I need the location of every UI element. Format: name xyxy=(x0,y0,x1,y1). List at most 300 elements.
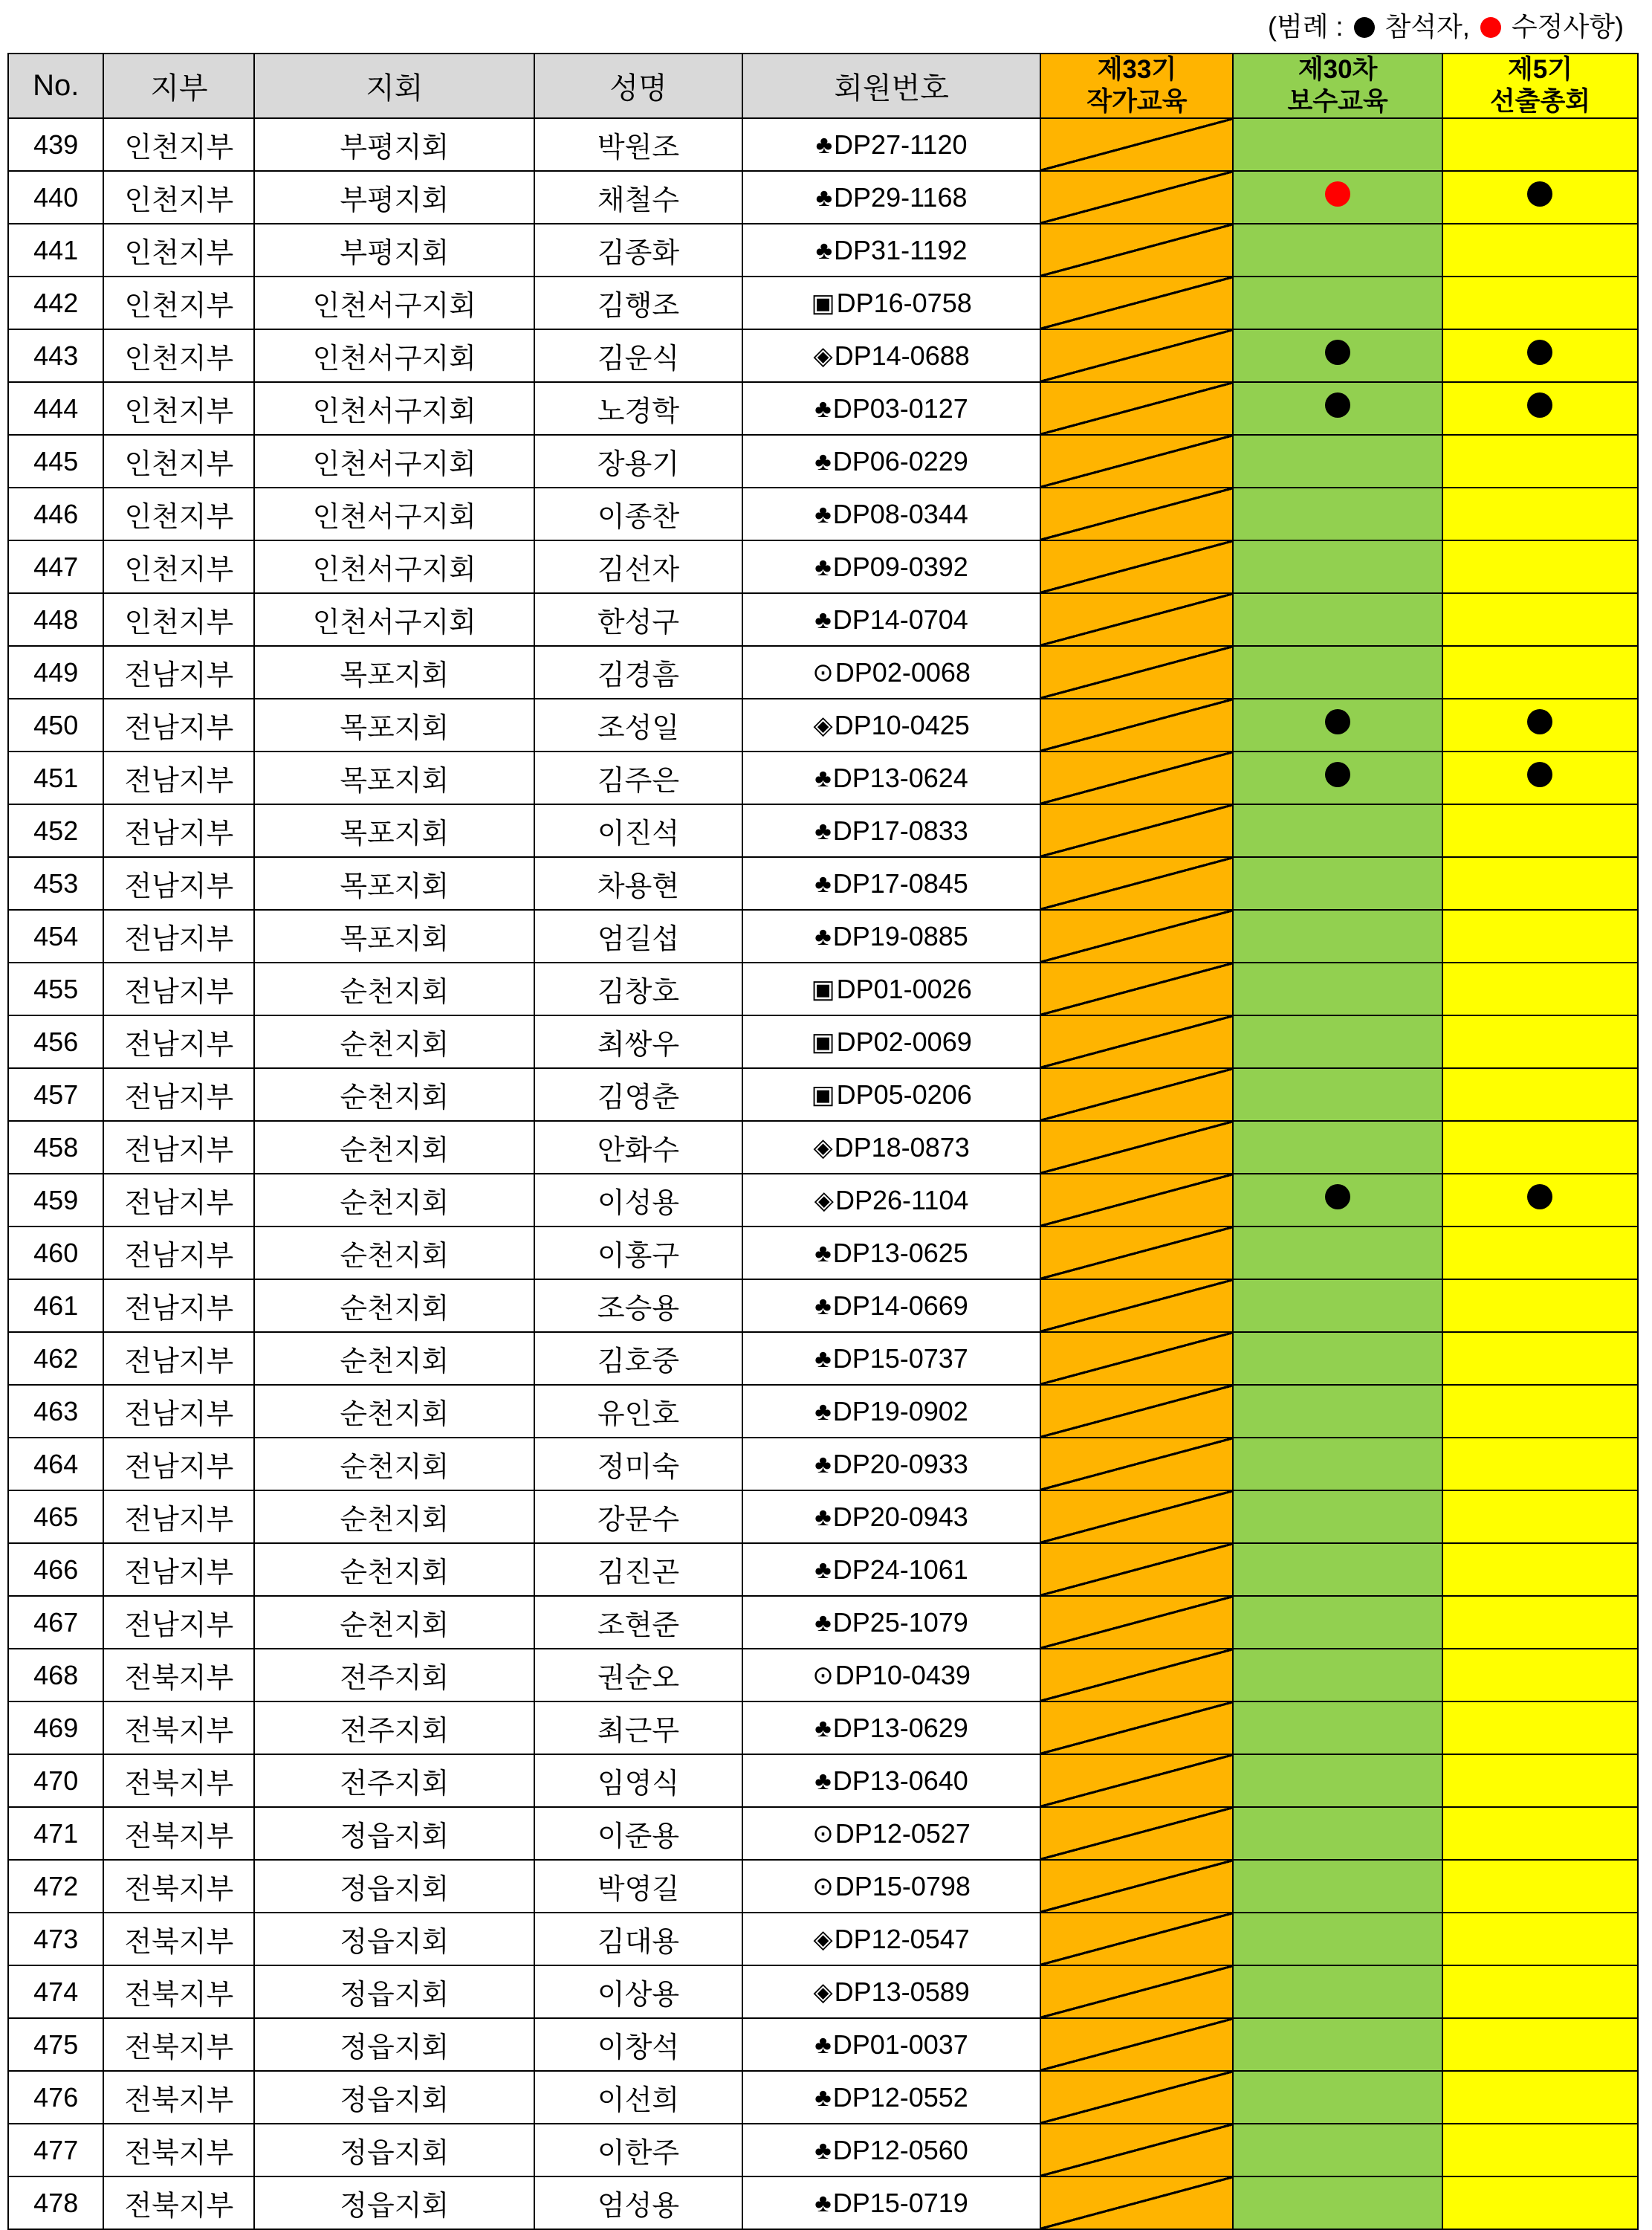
cell-name: 이상용 xyxy=(534,1965,742,2018)
member-no-text: DP13-0629 xyxy=(832,1712,968,1743)
cell-event1 xyxy=(1040,1807,1233,1860)
cell-member-no xyxy=(742,593,1041,646)
table-row xyxy=(8,857,1638,910)
cell-event1 xyxy=(1040,488,1233,540)
member-grade-icon: ♣ xyxy=(815,183,833,212)
cell-name: 김진곤 xyxy=(534,1543,742,1596)
cell-event3 xyxy=(1442,2018,1638,2071)
member-no-text: DP13-0640 xyxy=(832,1765,968,1796)
cell-event3 xyxy=(1442,2124,1638,2176)
member-no-text: DP29-1168 xyxy=(834,181,968,213)
cell-member-no xyxy=(742,329,1041,382)
cell-chapter: 부평지회 xyxy=(254,118,534,171)
cell-no: 446 xyxy=(8,488,103,540)
member-no-text: DP12-0527 xyxy=(835,1817,971,1849)
cell-name: 유인호 xyxy=(534,1385,742,1438)
cell-branch: 인천지부 xyxy=(103,382,254,435)
cell-name: 조현준 xyxy=(534,1596,742,1649)
cell-no: 473 xyxy=(8,1913,103,1965)
cell-name: 김호중 xyxy=(534,1332,742,1385)
cell-event1 xyxy=(1040,699,1233,752)
cell-chapter: 전주지회 xyxy=(254,1754,534,1807)
cell-event3 xyxy=(1442,910,1638,963)
table-row xyxy=(8,1807,1638,1860)
cell-branch: 전북지부 xyxy=(103,1701,254,1754)
table-row xyxy=(8,2018,1638,2071)
cell-event3 xyxy=(1442,1913,1638,1965)
cell-name: 김주은 xyxy=(534,752,742,804)
cell-event2 xyxy=(1233,1807,1442,1860)
member-grade-icon: ♣ xyxy=(814,816,832,845)
event2-title-line1: 제30차 xyxy=(1298,55,1378,84)
cell-event2 xyxy=(1233,435,1442,488)
table-row xyxy=(8,1385,1638,1438)
table-row xyxy=(8,699,1638,752)
cell-event2 xyxy=(1233,2071,1442,2124)
cell-event3 xyxy=(1442,488,1638,540)
cell-event2 xyxy=(1233,1860,1442,1913)
cell-chapter: 목포지회 xyxy=(254,804,534,857)
cell-chapter: 순천지회 xyxy=(254,1226,534,1279)
table-row xyxy=(8,1226,1638,1279)
attendee-dot-icon xyxy=(1527,392,1552,418)
cell-branch: 전북지부 xyxy=(103,1807,254,1860)
cell-event3 xyxy=(1442,1015,1638,1068)
cell-event2 xyxy=(1233,1121,1442,1174)
attendee-dot-icon xyxy=(1325,340,1350,365)
cell-chapter: 부평지회 xyxy=(254,224,534,277)
member-grade-icon: ⊙ xyxy=(812,1661,834,1690)
cell-name: 김영춘 xyxy=(534,1068,742,1121)
cell-event3 xyxy=(1442,963,1638,1015)
cell-name: 김운식 xyxy=(534,329,742,382)
table-row xyxy=(8,1701,1638,1754)
legend xyxy=(7,0,1637,53)
cell-name: 정미숙 xyxy=(534,1438,742,1490)
member-no-text: DP09-0392 xyxy=(832,551,968,582)
cell-chapter: 정읍지회 xyxy=(254,1913,534,1965)
table-row xyxy=(8,1649,1638,1701)
cell-event2 xyxy=(1233,1596,1442,1649)
member-grade-icon: ▣ xyxy=(811,288,835,317)
cell-chapter: 순천지회 xyxy=(254,963,534,1015)
table-row xyxy=(8,804,1638,857)
cell-no: 469 xyxy=(8,1701,103,1754)
cell-no: 465 xyxy=(8,1490,103,1543)
column-header-member-no: 회원번호 xyxy=(742,54,1041,118)
member-grade-icon: ♣ xyxy=(815,130,833,159)
cell-event2 xyxy=(1233,1965,1442,2018)
cell-event3 xyxy=(1442,435,1638,488)
member-grade-icon: ♣ xyxy=(814,1555,832,1584)
cell-event2 xyxy=(1233,646,1442,699)
member-grade-icon: ♣ xyxy=(814,1502,832,1531)
member-no-text: DP03-0127 xyxy=(832,392,968,424)
cell-event2 xyxy=(1233,1068,1442,1121)
table-row xyxy=(8,118,1638,171)
cell-event2 xyxy=(1233,1754,1442,1807)
cell-no: 472 xyxy=(8,1860,103,1913)
cell-branch: 인천지부 xyxy=(103,329,254,382)
cell-member-no xyxy=(742,382,1041,435)
cell-event2 xyxy=(1233,857,1442,910)
cell-member-no xyxy=(742,1543,1041,1596)
cell-name: 이진석 xyxy=(534,804,742,857)
legend-correction-label: 수정사항) xyxy=(1503,11,1624,42)
member-grade-icon: ♣ xyxy=(814,1238,832,1267)
cell-event2 xyxy=(1233,2124,1442,2176)
attendee-dot-icon xyxy=(1325,392,1350,418)
member-no-text: DP19-0885 xyxy=(832,920,968,951)
cell-no: 449 xyxy=(8,646,103,699)
cell-event3 xyxy=(1442,1438,1638,1490)
cell-member-no xyxy=(742,1174,1041,1226)
cell-event1 xyxy=(1040,2176,1233,2229)
member-grade-icon: ♣ xyxy=(814,922,832,951)
cell-event3 xyxy=(1442,329,1638,382)
cell-no: 468 xyxy=(8,1649,103,1701)
cell-name: 이종찬 xyxy=(534,488,742,540)
attendee-dot-icon xyxy=(1527,762,1552,787)
cell-event1 xyxy=(1040,857,1233,910)
table-row xyxy=(8,382,1638,435)
cell-name: 이창석 xyxy=(534,2018,742,2071)
cell-event1 xyxy=(1040,804,1233,857)
cell-chapter: 부평지회 xyxy=(254,171,534,224)
table-row xyxy=(8,1068,1638,1121)
table-row xyxy=(8,1121,1638,1174)
cell-event3 xyxy=(1442,1649,1638,1701)
cell-event3 xyxy=(1442,277,1638,329)
table-row xyxy=(8,2124,1638,2176)
cell-no: 454 xyxy=(8,910,103,963)
cell-member-no xyxy=(742,277,1041,329)
cell-name: 김대용 xyxy=(534,1913,742,1965)
table-row xyxy=(8,1754,1638,1807)
cell-member-no xyxy=(742,1385,1041,1438)
cell-branch: 전북지부 xyxy=(103,2124,254,2176)
member-grade-icon: ⊙ xyxy=(812,658,834,687)
cell-no: 442 xyxy=(8,277,103,329)
member-no-text: DP13-0625 xyxy=(832,1237,968,1268)
member-grade-icon: ♣ xyxy=(814,1713,832,1742)
event1-title-line1: 제33기 xyxy=(1097,55,1177,84)
cell-member-no xyxy=(742,699,1041,752)
cell-chapter: 순천지회 xyxy=(254,1068,534,1121)
cell-member-no xyxy=(742,1068,1041,1121)
cell-event1 xyxy=(1040,1701,1233,1754)
member-grade-icon: ◈ xyxy=(813,1133,833,1162)
column-header-event2 xyxy=(1233,54,1442,118)
table-row xyxy=(8,963,1638,1015)
member-no-text: DP13-0589 xyxy=(834,1976,970,2007)
cell-event2 xyxy=(1233,2018,1442,2071)
cell-branch: 인천지부 xyxy=(103,488,254,540)
cell-name: 권순오 xyxy=(534,1649,742,1701)
cell-branch: 전남지부 xyxy=(103,1226,254,1279)
cell-event3 xyxy=(1442,1332,1638,1385)
cell-event1 xyxy=(1040,1754,1233,1807)
cell-event1 xyxy=(1040,1649,1233,1701)
cell-chapter: 정읍지회 xyxy=(254,1965,534,2018)
cell-event2 xyxy=(1233,488,1442,540)
member-no-text: DP15-0719 xyxy=(832,2187,968,2218)
cell-event1 xyxy=(1040,1965,1233,2018)
cell-event1 xyxy=(1040,1913,1233,1965)
member-no-text: DP12-0547 xyxy=(834,1923,970,1954)
cell-member-no xyxy=(742,1701,1041,1754)
member-grade-icon: ♣ xyxy=(814,1291,832,1320)
table-row xyxy=(8,1174,1638,1226)
cell-event1 xyxy=(1040,593,1233,646)
cell-chapter: 순천지회 xyxy=(254,1543,534,1596)
member-grade-icon: ◈ xyxy=(813,1977,833,2006)
cell-branch: 전남지부 xyxy=(103,910,254,963)
table-row xyxy=(8,1596,1638,1649)
attendee-dot-icon xyxy=(1527,709,1552,734)
member-no-text: DP24-1061 xyxy=(832,1554,968,1585)
column-header-name: 성명 xyxy=(534,54,742,118)
member-grade-icon: ♣ xyxy=(814,1344,832,1373)
table-row xyxy=(8,1438,1638,1490)
table-row xyxy=(8,1860,1638,1913)
cell-no: 466 xyxy=(8,1543,103,1596)
member-grade-icon: ⊙ xyxy=(812,1819,834,1848)
cell-no: 464 xyxy=(8,1438,103,1490)
cell-no: 457 xyxy=(8,1068,103,1121)
cell-no: 477 xyxy=(8,2124,103,2176)
cell-event1 xyxy=(1040,910,1233,963)
cell-chapter: 인천서구지회 xyxy=(254,488,534,540)
member-grade-icon: ◈ xyxy=(814,1186,834,1215)
table-row xyxy=(8,910,1638,963)
cell-event1 xyxy=(1040,2018,1233,2071)
cell-member-no xyxy=(742,804,1041,857)
cell-branch: 인천지부 xyxy=(103,171,254,224)
cell-event3 xyxy=(1442,1754,1638,1807)
cell-member-no xyxy=(742,857,1041,910)
member-grade-icon: ◈ xyxy=(813,711,833,740)
cell-event3 xyxy=(1442,1490,1638,1543)
cell-event1 xyxy=(1040,1174,1233,1226)
member-no-text: DP25-1079 xyxy=(832,1606,968,1638)
attendee-dot-icon xyxy=(1527,1184,1552,1209)
member-grade-icon: ♣ xyxy=(814,2030,832,2059)
cell-branch: 전북지부 xyxy=(103,2176,254,2229)
cell-member-no xyxy=(742,435,1041,488)
attendee-dot-icon xyxy=(1527,181,1552,207)
cell-member-no xyxy=(742,2176,1041,2229)
cell-event3 xyxy=(1442,1385,1638,1438)
table-row xyxy=(8,2176,1638,2229)
cell-event1 xyxy=(1040,1490,1233,1543)
cell-member-no xyxy=(742,171,1041,224)
cell-name: 박원조 xyxy=(534,118,742,171)
member-no-text: DP20-0943 xyxy=(832,1501,968,1532)
cell-no: 439 xyxy=(8,118,103,171)
member-grade-icon: ♣ xyxy=(814,869,832,898)
member-grade-icon: ▣ xyxy=(811,975,835,1003)
cell-chapter: 순천지회 xyxy=(254,1174,534,1226)
cell-event1 xyxy=(1040,1860,1233,1913)
cell-event1 xyxy=(1040,382,1233,435)
member-grade-icon: ◈ xyxy=(813,341,833,370)
cell-member-no xyxy=(742,1596,1041,1649)
cell-name: 차용현 xyxy=(534,857,742,910)
cell-no: 455 xyxy=(8,963,103,1015)
cell-chapter: 정읍지회 xyxy=(254,2176,534,2229)
cell-event1 xyxy=(1040,752,1233,804)
member-no-text: DP14-0688 xyxy=(834,340,970,371)
cell-no: 444 xyxy=(8,382,103,435)
cell-name: 임영식 xyxy=(534,1754,742,1807)
cell-chapter: 인천서구지회 xyxy=(254,593,534,646)
cell-branch: 전남지부 xyxy=(103,857,254,910)
cell-no: 462 xyxy=(8,1332,103,1385)
member-grade-icon: ♣ xyxy=(814,447,832,476)
cell-no: 460 xyxy=(8,1226,103,1279)
cell-no: 440 xyxy=(8,171,103,224)
cell-branch: 인천지부 xyxy=(103,435,254,488)
member-grade-icon: ♣ xyxy=(814,2083,832,2112)
cell-event3 xyxy=(1442,1174,1638,1226)
roster-table xyxy=(7,53,1639,2230)
cell-event1 xyxy=(1040,1015,1233,1068)
column-header-chapter: 지회 xyxy=(254,54,534,118)
member-no-text: DP05-0206 xyxy=(836,1079,972,1110)
cell-event3 xyxy=(1442,1068,1638,1121)
event1-title-line2: 작가교육 xyxy=(1086,86,1188,116)
cell-no: 459 xyxy=(8,1174,103,1226)
member-no-text: DP06-0229 xyxy=(832,445,968,476)
table-row xyxy=(8,329,1638,382)
cell-chapter: 목포지회 xyxy=(254,699,534,752)
cell-branch: 인천지부 xyxy=(103,540,254,593)
cell-event2 xyxy=(1233,1649,1442,1701)
cell-name: 김창호 xyxy=(534,963,742,1015)
table-row xyxy=(8,171,1638,224)
cell-chapter: 순천지회 xyxy=(254,1438,534,1490)
member-grade-icon: ♣ xyxy=(814,2188,832,2217)
cell-event2 xyxy=(1233,1543,1442,1596)
cell-event1 xyxy=(1040,1332,1233,1385)
cell-name: 이성용 xyxy=(534,1174,742,1226)
cell-event3 xyxy=(1442,699,1638,752)
cell-event1 xyxy=(1040,1068,1233,1121)
member-no-text: DP02-0069 xyxy=(836,1026,972,1057)
member-grade-icon: ♣ xyxy=(814,763,832,792)
cell-chapter: 정읍지회 xyxy=(254,2071,534,2124)
cell-name: 엄길섭 xyxy=(534,910,742,963)
cell-name: 조승용 xyxy=(534,1279,742,1332)
member-grade-icon: ♣ xyxy=(814,1450,832,1478)
cell-chapter: 목포지회 xyxy=(254,752,534,804)
cell-chapter: 목포지회 xyxy=(254,857,534,910)
cell-event3 xyxy=(1442,1965,1638,2018)
cell-member-no xyxy=(742,646,1041,699)
cell-member-no xyxy=(742,1121,1041,1174)
cell-event1 xyxy=(1040,171,1233,224)
member-grade-icon: ♣ xyxy=(814,1766,832,1795)
cell-no: 474 xyxy=(8,1965,103,2018)
cell-event3 xyxy=(1442,1279,1638,1332)
cell-branch: 인천지부 xyxy=(103,593,254,646)
cell-chapter: 전주지회 xyxy=(254,1649,534,1701)
cell-no: 470 xyxy=(8,1754,103,1807)
cell-event3 xyxy=(1442,1701,1638,1754)
cell-no: 441 xyxy=(8,224,103,277)
legend-attendee-label: 참석자, xyxy=(1377,11,1477,42)
table-header-row xyxy=(8,54,1638,118)
table-row xyxy=(8,1015,1638,1068)
cell-chapter: 목포지회 xyxy=(254,910,534,963)
cell-event1 xyxy=(1040,1438,1233,1490)
cell-event1 xyxy=(1040,224,1233,277)
cell-member-no xyxy=(742,1913,1041,1965)
cell-branch: 전남지부 xyxy=(103,646,254,699)
cell-event2 xyxy=(1233,277,1442,329)
cell-name: 김선자 xyxy=(534,540,742,593)
cell-event3 xyxy=(1442,1807,1638,1860)
cell-no: 445 xyxy=(8,435,103,488)
legend-prefix: (범례 : xyxy=(1268,11,1351,42)
cell-event2 xyxy=(1233,118,1442,171)
cell-branch: 전남지부 xyxy=(103,1015,254,1068)
cell-name: 안화수 xyxy=(534,1121,742,1174)
cell-name: 이선희 xyxy=(534,2071,742,2124)
event3-title-line2: 선출총회 xyxy=(1489,86,1591,116)
cell-event1 xyxy=(1040,540,1233,593)
cell-name: 채철수 xyxy=(534,171,742,224)
cell-branch: 전북지부 xyxy=(103,1965,254,2018)
cell-branch: 전남지부 xyxy=(103,752,254,804)
cell-no: 456 xyxy=(8,1015,103,1068)
attendee-dot-icon xyxy=(1527,340,1552,365)
cell-branch: 인천지부 xyxy=(103,118,254,171)
cell-event2 xyxy=(1233,699,1442,752)
cell-no: 453 xyxy=(8,857,103,910)
table-row xyxy=(8,1490,1638,1543)
member-no-text: DP10-0439 xyxy=(835,1659,971,1690)
cell-chapter: 인천서구지회 xyxy=(254,540,534,593)
table-row xyxy=(8,277,1638,329)
member-no-text: DP13-0624 xyxy=(832,762,968,793)
cell-name: 엄성용 xyxy=(534,2176,742,2229)
member-grade-icon: ♣ xyxy=(815,236,833,265)
cell-event1 xyxy=(1040,963,1233,1015)
cell-member-no xyxy=(742,752,1041,804)
cell-event2 xyxy=(1233,910,1442,963)
member-no-text: DP08-0344 xyxy=(832,498,968,529)
cell-member-no xyxy=(742,2018,1041,2071)
member-no-text: DP01-0026 xyxy=(836,973,972,1004)
table-row xyxy=(8,1332,1638,1385)
cell-event3 xyxy=(1442,2176,1638,2229)
table-row xyxy=(8,435,1638,488)
cell-branch: 전북지부 xyxy=(103,2018,254,2071)
cell-event1 xyxy=(1040,1226,1233,1279)
cell-event2 xyxy=(1233,1279,1442,1332)
member-grade-icon: ▣ xyxy=(811,1027,835,1056)
cell-name: 노경학 xyxy=(534,382,742,435)
cell-event3 xyxy=(1442,171,1638,224)
cell-event2 xyxy=(1233,1701,1442,1754)
member-grade-icon: ♣ xyxy=(814,1397,832,1426)
cell-event3 xyxy=(1442,1860,1638,1913)
cell-event2 xyxy=(1233,1174,1442,1226)
cell-event1 xyxy=(1040,1543,1233,1596)
cell-chapter: 순천지회 xyxy=(254,1015,534,1068)
